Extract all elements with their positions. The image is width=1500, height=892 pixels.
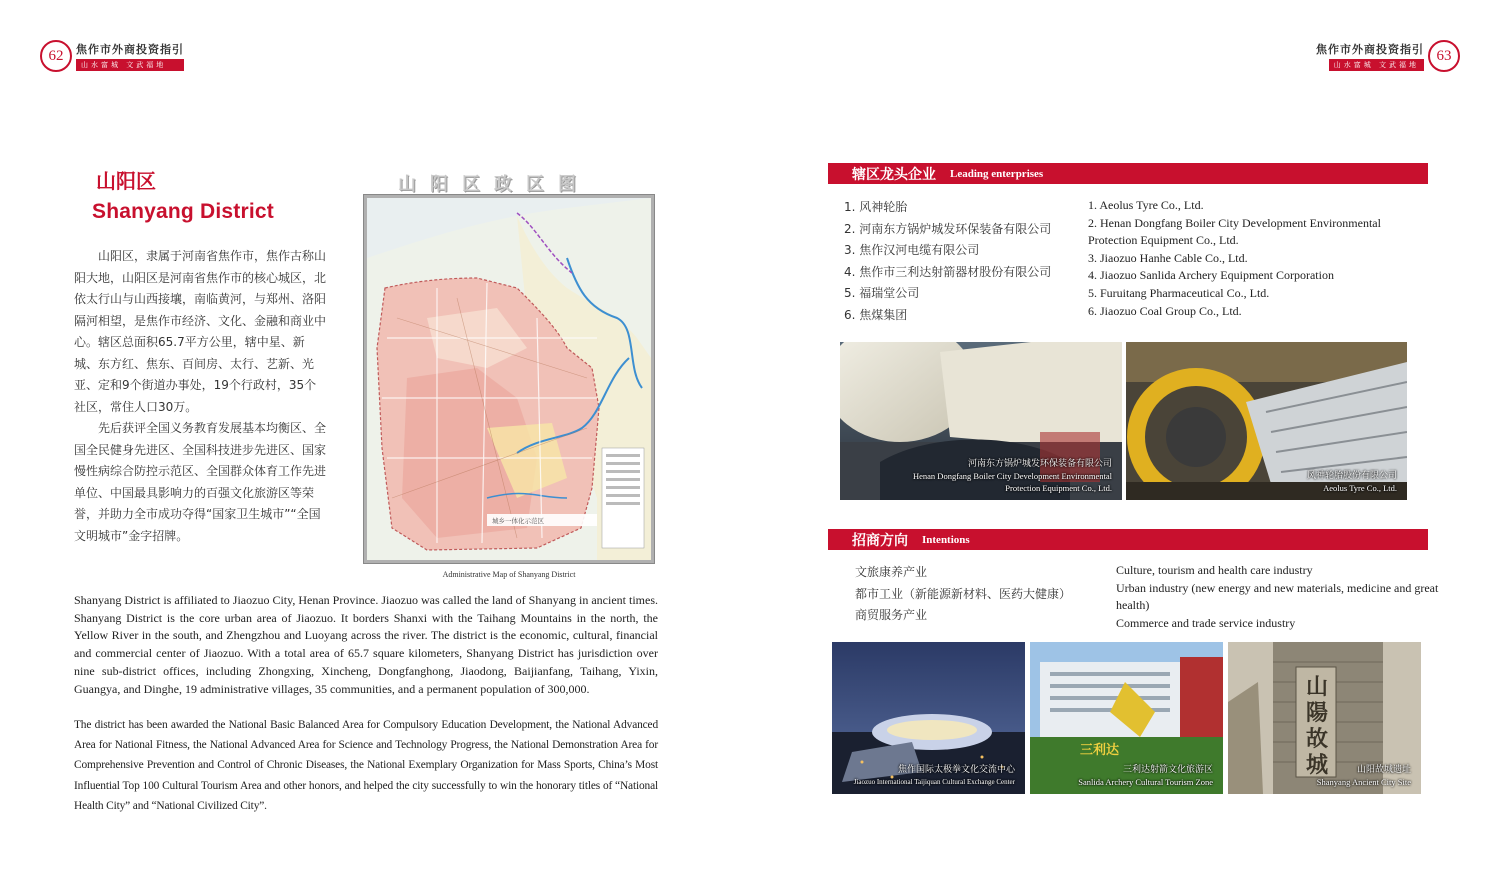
map-caption: Administrative Map of Shanyang District [442, 570, 576, 579]
ancient-city-photo [1228, 642, 1421, 794]
header-title: 焦作市外商投资指引 [76, 43, 184, 56]
page-number: 62 [40, 40, 72, 72]
list-item: 2. Henan Dongfang Boiler City Development Environmental Protection Equipment Co., Ltd. [1088, 215, 1381, 248]
page-number: 63 [1428, 40, 1460, 72]
district-map [364, 195, 654, 563]
caption-en: Sanlida Archery Cultural Tourism Zone [1078, 777, 1213, 787]
caption-cn: 焦作国际太极拳文化交流中心 [897, 765, 1015, 775]
intentions-section-bar [828, 529, 1428, 550]
caption-cn: 山阳故城遗址 [1356, 765, 1411, 775]
paragraph: 山阳区，隶属于河南省焦作市，焦作古称山阳大地，山阳区是河南省焦作市的核心城区，北依太行山与山西接壤，南临黄河，与郑州、洛阳隔河相望，是焦作市经济、文化、金融和商业中心。辖区总面积65.7平方公里，辖中星、新城、东方红、焦东、百间房、太行、艺新、光亚、定和9个街道办事处，19个行政村，35个社区，常住人口30万。 [74, 249, 327, 414]
sign-char: 城 [1306, 752, 1329, 778]
section-title-en: Intentions [922, 533, 970, 546]
caption-en: Aeolus Tyre Co., Ltd. [1323, 483, 1397, 493]
taijiquan-center-photo [832, 642, 1025, 794]
intentions-list-cn [855, 562, 1071, 627]
header-left [40, 40, 188, 72]
list-item: 2. 河南东方锅炉城发环保装备有限公司 [844, 221, 1052, 236]
list-item: 文旅康养产业 [855, 565, 928, 579]
caption-cn: 河南东方锅炉城发环保装备有限公司 [967, 459, 1112, 469]
list-item: 1. Aeolus Tyre Co., Ltd. [1088, 198, 1204, 212]
sign-char: 山 [1306, 674, 1329, 700]
map-graphic [367, 198, 651, 560]
photo-caption [1307, 470, 1397, 494]
paragraph: 先后获评全国义务教育发展基本均衡区、全国全民健身先进区、全国科技进步先进区、国家慢性病综合防控示范区、全国群众体育工作先进单位、中国最具影响力的百强文化旅游区等荣誉，并助力全市成功夺得“国家卫生城市”“全国文明城市”金字招牌。 [74, 421, 327, 543]
list-item: 3. Jiaozuo Hanhe Cable Co., Ltd. [1088, 250, 1248, 265]
sculpture-text: 三利达 [1080, 743, 1120, 758]
caption-cn: 风神轮胎股份有限公司 [1306, 471, 1397, 481]
district-description-cn [74, 246, 326, 547]
list-item: 6. Jiaozuo Coal Group Co., Ltd. [1088, 303, 1242, 318]
intentions-list-en [1116, 562, 1466, 632]
district-description-en: Shanyang District is affiliated to Jiaozuo City, Henan Province. Jiaozuo was called the land of Shanyang in ancient times. Shanyang District is the core urban area of Jiaozuo. It borders Shanxi with the Taihang Mountains in the north, the Yellow River in the south, and Zhengzhou and Luoyang across the river. The district is the economic, cultural, financial and commercial center of Jiaozuo. With a total area of 65.7 square kilometers, Shanyang District has jurisdiction over nine sub-district offices, including Zhongxing, Xincheng, Dongfanghong, Jiaodong, Baijianfang, Taihang, Yixin, Guangya, and Dinghe, 19 administrative villages, 35 communities, and a permanent population of 300,000. [74, 593, 658, 696]
list-item: 6. 焦煤集团 [844, 307, 908, 322]
list-item: 5. Furuitang Pharmaceutical Co., Ltd. [1088, 285, 1270, 300]
caption-cn: 三利达射箭文化旅游区 [1122, 765, 1213, 775]
list-item: 3. 焦作汉河电缆有限公司 [844, 243, 980, 257]
section-title-en: Leading enterprises [950, 167, 1044, 180]
header-text [1316, 41, 1424, 71]
list-item: 1. 风神轮胎 [844, 200, 908, 214]
enterprise-list-en [1088, 197, 1418, 320]
list-item: 商贸服务产业 [855, 608, 928, 622]
photo-caption [1317, 764, 1411, 788]
district-honors-en: The district has been awarded the National Basic Balanced Area for Compulsory Education Development, the National Advanced Area for National Fitness, the National Advanced Area for Science and Technology Progress, the National Demonstration Area for Comprehensive Prevention and Control of Chronic Diseases, the National Exemplary Organization for Mass Sports, China’s Most Influential Top 100 Cultural Tourism Area and other honors, and helped the city successfully to win the honorary titles of “National Health City” and “National Civilized City”. [74, 719, 658, 812]
map-title: 山阳区政区图 [398, 174, 590, 195]
enterprise-list-cn [844, 197, 1051, 326]
list-item: 都市工业（新能源新材料、医药大健康） [855, 586, 1072, 601]
caption-en: Jiaozuo International Taijiquan Cultural Exchange Center [853, 778, 1015, 786]
caption-en: Henan Dongfang Boiler City Development Environmental Protection Equipment Co., Ltd. [913, 471, 1112, 493]
photo-caption [1078, 764, 1213, 788]
boiler-factory-photo [840, 342, 1122, 500]
list-item: 5. 福瑞堂公司 [844, 286, 920, 300]
header-subtitle: 山水富城 文武福地 [76, 59, 184, 71]
header-right [1312, 40, 1460, 72]
map-inset-label: 城乡一体化示范区 [492, 517, 544, 525]
list-item: Commerce and trade service industry [1116, 615, 1296, 630]
district-title-en: Shanyang District [92, 200, 274, 223]
header-subtitle: 山水富城 文武福地 [1329, 59, 1424, 71]
district-title-cn: 山阳区 [96, 169, 156, 193]
header-text [76, 41, 184, 71]
section-title-cn: 招商方向 [852, 532, 908, 549]
list-item: Culture, tourism and health care industry [1116, 563, 1313, 577]
sign-char: 陽 [1306, 700, 1329, 726]
archery-zone-photo [1030, 642, 1223, 794]
photo-caption [892, 458, 1112, 494]
tyre-factory-photo [1126, 342, 1407, 500]
enterprises-section-bar [828, 163, 1428, 184]
list-item: 4. 焦作市三利达射箭器材股份有限公司 [844, 264, 1052, 279]
list-item: Urban industry (new energy and new materials, medicine and great health) [1116, 580, 1439, 612]
sign-char: 故 [1306, 726, 1329, 752]
section-title-cn: 辖区龙头企业 [852, 166, 936, 183]
caption-en: Shanyang Ancient City Site [1316, 777, 1411, 787]
header-title: 焦作市外商投资指引 [1316, 43, 1424, 56]
list-item: 4. Jiaozuo Sanlida Archery Equipment Corporation [1088, 268, 1334, 283]
photo-caption [854, 764, 1015, 788]
